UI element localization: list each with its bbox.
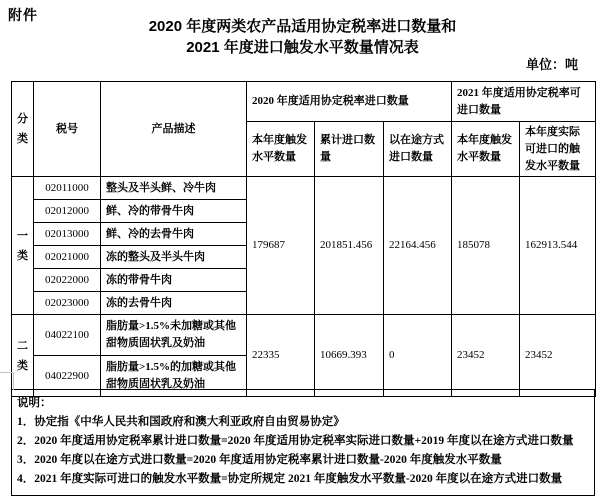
import-quota-table (11, 81, 596, 397)
title-line-1: 2020 年度两类农产品适用协定税率进口数量和 (148, 18, 457, 35)
notes-label: 说明： (17, 397, 52, 409)
product-desc-cell (101, 223, 247, 246)
value-2020-trigger-group1: 179687 (247, 177, 315, 315)
desc-line: 甜物质固状乳及奶油 (106, 337, 205, 349)
desc-line: 脂肪量>1.5%未加糖或其他 (106, 320, 237, 332)
category-1-cell (12, 177, 34, 315)
note-item-3: 3．2020 年度以在途方式进口数量=2020 年度适用协定税率累计进口数量-2020 年度触发水平数量 (17, 454, 502, 466)
note-item-2: 2．2020 年度适用协定税率累计进口数量=2020 年度适用协定税率实际进口数量+2019 年度以在途方式进口数量 (17, 435, 574, 447)
desc-line: 鲜、冷的去骨牛肉 (106, 227, 194, 240)
value-2021-trigger-group2: 23452 (452, 315, 520, 397)
page-margin-artifact (0, 372, 14, 390)
tax-code-cell: 04022900 (34, 356, 101, 397)
value-2020-transit-group2: 0 (384, 315, 452, 397)
header-category-char-1: 分 (17, 113, 28, 125)
document-title (0, 16, 605, 58)
desc-line: 冻的去骨牛肉 (106, 296, 172, 309)
tax-code-cell: 02012000 (34, 200, 101, 223)
category-1-char-1: 一 (17, 229, 28, 242)
value-2020-cumulative-group1: 201851.456 (315, 177, 384, 315)
value-2020-cumulative-group2: 10669.393 (315, 315, 384, 397)
header-category (12, 82, 34, 177)
tax-code-cell: 02021000 (34, 246, 101, 269)
category-2-char-1: 二 (17, 339, 28, 352)
tax-code-cell: 04022100 (34, 315, 101, 356)
desc-line: 冻的带骨牛肉 (106, 273, 172, 286)
header-group-2021: 2021 年度适用协定税率可进口数量 (452, 82, 596, 122)
product-desc-cell (101, 315, 247, 356)
header-tax-code: 税号 (34, 82, 101, 177)
header-2020-transit: 以在途方式进口数量 (384, 122, 452, 177)
value-2021-actual-group1: 162913.544 (520, 177, 596, 315)
title-line-2: 2021 年度进口触发水平数量情况表 (186, 39, 419, 56)
category-2-cell (12, 315, 34, 397)
category-2-char-2: 类 (17, 359, 28, 372)
product-desc-cell (101, 246, 247, 269)
header-2021-trigger: 本年度触发水平数量 (452, 122, 520, 177)
desc-line: 冻的整头及半头牛肉 (106, 250, 205, 263)
desc-line: 鲜、冷的带骨牛肉 (106, 204, 194, 217)
header-product-desc: 产品描述 (101, 82, 247, 177)
header-row-groups (12, 82, 596, 122)
header-group-2020: 2020 年度适用协定税率进口数量 (247, 82, 452, 122)
note-item-1: 1．协定指《中华人民共和国政府和澳大利亚政府自由贸易协定》 (17, 416, 345, 428)
table-row (12, 177, 596, 200)
value-2021-trigger-group1: 185078 (452, 177, 520, 315)
tax-code-cell: 02013000 (34, 223, 101, 246)
value-2021-actual-group2: 23452 (520, 315, 596, 397)
notes-box (11, 389, 595, 496)
value-2020-transit-group1: 22164.456 (384, 177, 452, 315)
tax-code-cell: 02022000 (34, 269, 101, 292)
product-desc-cell (101, 292, 247, 315)
desc-line: 脂肪量>1.5%的加糖或其他 (106, 361, 237, 373)
header-2021-actual: 本年度实际可进口的触发水平数量 (520, 122, 596, 177)
desc-line: 甜物质固状乳及奶油 (106, 378, 205, 390)
product-desc-cell (101, 200, 247, 223)
tax-code-cell: 02023000 (34, 292, 101, 315)
header-category-char-2: 类 (17, 133, 28, 145)
tax-code-cell: 02011000 (34, 177, 101, 200)
table-row (12, 315, 596, 356)
unit-label: 单位：吨 (525, 57, 578, 72)
header-2020-cumulative: 累计进口数量 (315, 122, 384, 177)
header-2020-trigger: 本年度触发水平数量 (247, 122, 315, 177)
value-2020-trigger-group2: 22335 (247, 315, 315, 397)
attachment-label: 附件 (8, 7, 38, 23)
desc-line: 整头及半头鲜、冷牛肉 (106, 181, 216, 194)
note-item-4: 4．2021 年度实际可进口的触发水平数量=协定所规定 2021 年度触发水平数量-2020 年度以在途方式进口数量 (17, 473, 563, 485)
product-desc-cell (101, 269, 247, 292)
product-desc-cell (101, 177, 247, 200)
category-1-char-2: 类 (17, 249, 28, 262)
